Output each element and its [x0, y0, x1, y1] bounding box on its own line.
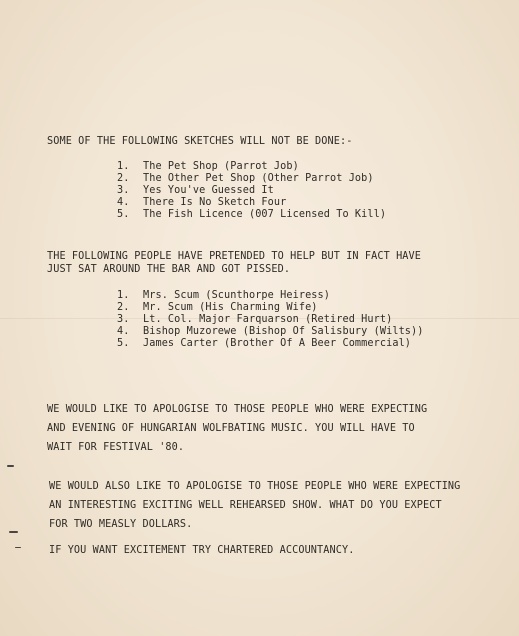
margin-mark	[9, 531, 18, 533]
list-item: 4. Bishop Muzorewe (Bishop Of Salisbury (Wilts))	[117, 326, 424, 337]
people-intro-line-1: THE FOLLOWING PEOPLE HAVE PRETENDED TO HELP BUT IN FACT HAVE	[47, 251, 422, 262]
people-list	[117, 290, 424, 350]
apology1-line-1: WE WOULD LIKE TO APOLOGISE TO THOSE PEOPLE WHO WERE EXPECTING	[47, 404, 428, 415]
apology2-line-3: FOR TWO MEASLY DOLLARS.	[49, 519, 193, 530]
list-item: 4. There Is No Sketch Four	[117, 197, 287, 208]
apology2-line-1: WE WOULD ALSO LIKE TO APOLOGISE TO THOSE PEOPLE WHO WERE EXPECTING	[49, 481, 461, 492]
margin-mark	[7, 465, 14, 467]
list-item: 2. Mr. Scum (His Charming Wife)	[117, 302, 318, 313]
closing-line: IF YOU WANT EXCITEMENT TRY CHARTERED ACCOUNTANCY.	[49, 545, 355, 556]
sketch-list	[117, 161, 386, 221]
list-item: 2. The Other Pet Shop (Other Parrot Job)	[117, 173, 374, 184]
list-item: 3. Yes You've Guessed It	[117, 185, 274, 196]
list-item: 5. The Fish Licence (007 Licensed To Kill)	[117, 209, 387, 220]
people-intro-line-2: JUST SAT AROUND THE BAR AND GOT PISSED.	[47, 264, 291, 275]
list-item: 5. James Carter (Brother Of A Beer Commercial)	[117, 338, 412, 349]
apology1-line-2: AND EVENING OF HUNGARIAN WOLFBATING MUSIC. YOU WILL HAVE TO	[47, 423, 415, 434]
list-item: 1. The Pet Shop (Parrot Job)	[117, 161, 299, 172]
margin-mark	[15, 547, 21, 548]
sketches-intro: SOME OF THE FOLLOWING SKETCHES WILL NOT BE DONE:-	[47, 136, 353, 147]
apology2-line-2: AN INTERESTING EXCITING WELL REHEARSED SHOW. WHAT DO YOU EXPECT	[49, 500, 442, 511]
list-item: 3. Lt. Col. Major Farquarson (Retired Hurt)	[117, 314, 393, 325]
apology1-line-3: WAIT FOR FESTIVAL '80.	[47, 442, 185, 453]
list-item: 1. Mrs. Scum (Scunthorpe Heiress)	[117, 290, 331, 301]
